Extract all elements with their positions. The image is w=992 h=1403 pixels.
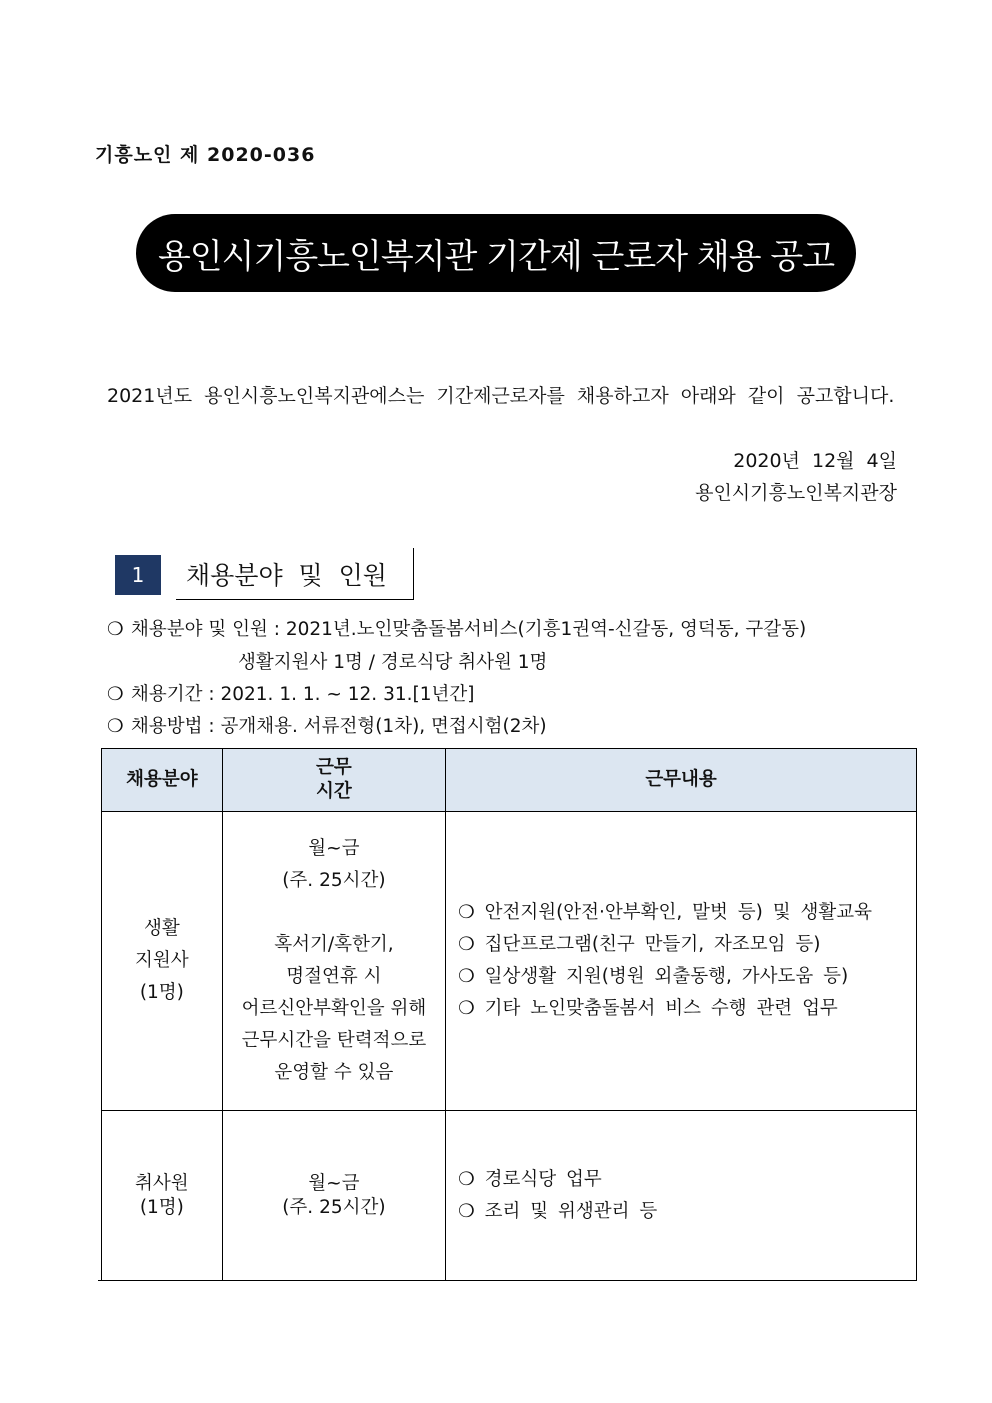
announcement-date: 2020년 12월 4일	[733, 450, 897, 472]
hours-line: (주. 25시간)	[282, 870, 386, 891]
field-line: (1명)	[139, 1196, 184, 1218]
content-item-text: 경로식당 업무	[484, 1168, 602, 1190]
bullet-circle-icon: ❍	[458, 902, 475, 923]
header-hours-line: 근무	[316, 757, 352, 778]
field-line: 생활	[143, 918, 180, 939]
recruitment-table	[101, 748, 917, 1281]
content-item	[458, 993, 915, 1025]
cell-hours	[222, 1111, 445, 1281]
bottom-divider	[98, 1280, 898, 1281]
bullet-recruit-field	[107, 615, 806, 641]
hours-line: 근무시간을 탄력적으로	[241, 1030, 427, 1051]
bullet-text: 채용방법 : 공개채용. 서류전형(1차), 면접시험(2차)	[131, 716, 547, 737]
announcement-banner	[136, 214, 856, 292]
content-item-text: 일상생활 지원(병원 외출동행, 가사도움 등)	[484, 966, 849, 987]
intro-paragraph: 2021년도 용인시흥노인복지관에스는 기간제근로자를 채용하고자 아래와 같이 공고합니다.	[107, 385, 895, 407]
header-field: 채용분야	[102, 749, 223, 812]
bullet-text: 채용기간 : 2021. 1. 1. ~ 12. 31.[1년간]	[131, 684, 475, 705]
hours-line: 운영할 수 있음	[274, 1062, 394, 1083]
cell-content	[446, 1111, 917, 1281]
bullet-circle-icon: ❍	[107, 716, 124, 737]
signer: 용인시기흥노인복지관장	[695, 482, 897, 504]
bullet-circle-icon: ❍	[458, 934, 475, 955]
bullet-circle-icon: ❍	[458, 998, 475, 1019]
cell-field	[102, 1111, 223, 1281]
header-hours-line: 시간	[316, 781, 352, 802]
cell-content	[446, 812, 917, 1111]
content-item	[458, 929, 915, 961]
field-line: 지원사	[135, 950, 189, 971]
table-row	[102, 1111, 917, 1281]
hours-line: 어르신안부확인을 위해	[241, 998, 427, 1019]
cell-field	[102, 812, 223, 1111]
bullet-circle-icon: ❍	[458, 1168, 475, 1190]
content-item-text: 기타 노인맞춤돌봄서 비스 수행 관련 업무	[484, 998, 838, 1019]
bullet-text: 채용분야 및 인원 : 2021년.노인맞춤돌봄서비스(기흥1권역-신갈동, 영덕동, 구갈동)	[131, 619, 807, 640]
banner-title: 용인시기흥노인복지관 기간제 근로자 채용 공고	[157, 236, 835, 277]
header-hours	[222, 749, 445, 812]
bullet-recruit-method	[107, 712, 547, 738]
bullet-circle-icon: ❍	[458, 966, 475, 987]
bullet-recruit-period	[107, 680, 474, 706]
table-header-row	[102, 749, 917, 812]
field-line: 취사원	[135, 1172, 189, 1194]
section-title: 채용분야 및 인원	[176, 548, 414, 600]
content-item	[458, 961, 915, 993]
hours-line: 월~금	[308, 838, 360, 859]
bullet-circle-icon: ❍	[107, 684, 124, 705]
content-item-text: 조리 및 위생관리 등	[484, 1200, 658, 1222]
hours-line: 명절연휴 시	[286, 966, 382, 987]
bullet-recruit-field-continued: 생활지원사 1명 / 경로식당 취사원 1명	[238, 652, 548, 673]
content-item	[458, 897, 915, 929]
content-item	[458, 1196, 915, 1228]
bullet-circle-icon: ❍	[107, 619, 124, 640]
hours-line: (주. 25시간)	[282, 1196, 386, 1218]
content-item	[458, 1164, 915, 1196]
hours-line: 혹서기/혹한기,	[274, 934, 394, 955]
bullet-circle-icon: ❍	[458, 1200, 475, 1222]
content-item-text: 집단프로그램(친구 만들기, 자조모임 등)	[484, 934, 821, 955]
field-line: (1명)	[139, 982, 184, 1003]
hours-line: 월~금	[308, 1172, 360, 1194]
document-number: 기흥노인 제 2020-036	[95, 144, 316, 166]
hours-spacer	[224, 897, 444, 929]
section-number: 1	[115, 555, 161, 595]
content-item-text: 안전지원(안전·안부확인, 말벗 등) 및 생활교육	[484, 902, 872, 923]
table-row	[102, 812, 917, 1111]
header-content: 근무내용	[446, 749, 917, 812]
cell-hours	[222, 812, 445, 1111]
